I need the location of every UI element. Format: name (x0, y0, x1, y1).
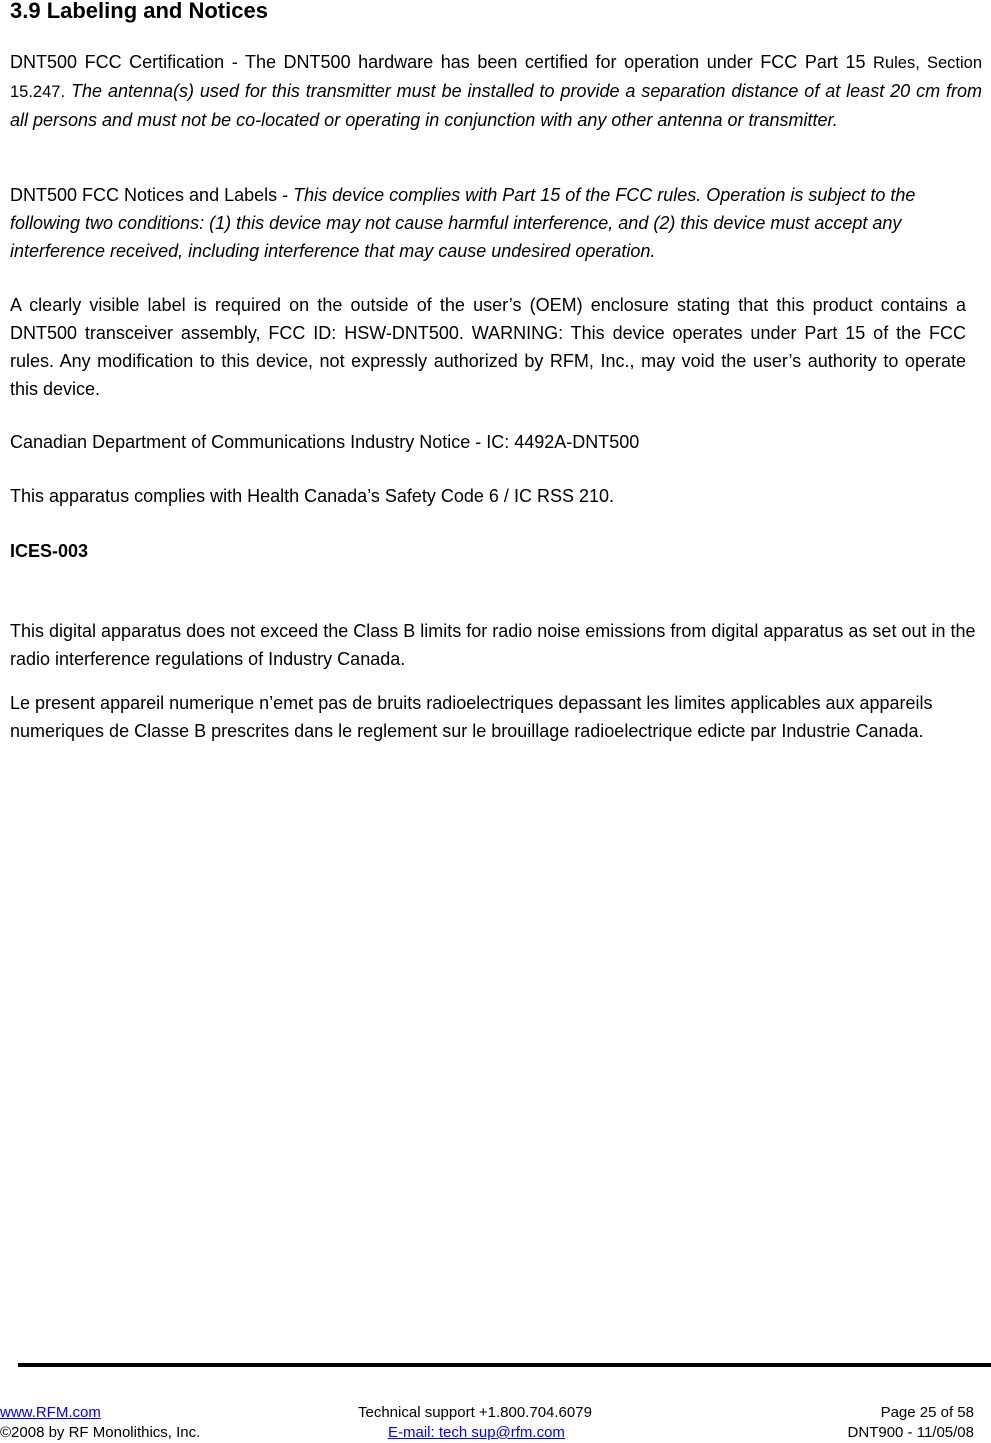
certification-lead: DNT500 FCC Certification - The DNT500 hardware has been certified for operation under FCC Part 15 (10, 52, 866, 72)
document-id: DNT900 - 11/05/08 (847, 1424, 974, 1441)
certification-antenna-warning: The antenna(s) used for this transmitter must be installed to provide a separation distance of at least 20 cm from all persons and must not be co-located or operating in conjunction with any other antenna or transmitter. (10, 81, 982, 130)
digital-apparatus-paragraph: This digital apparatus does not exceed the Class B limits for radio noise emissions from digital apparatus as set out in the radio interference regulations of Industry Canada. (10, 621, 976, 669)
ices-heading: ICES-003 (10, 541, 89, 561)
certification-section-ref: Rules, Section 15.247. (10, 54, 982, 101)
notices-compliance-statement: This device complies with Part 15 of the FCC rules. Operation is subject to the following two conditions: (1) this device may not cause harmful interference, and (2) this device must accept any interference received, including interference that may cause undesired operation. (10, 185, 916, 261)
label-requirement-paragraph: A clearly visible label is required on the outside of the user’s (OEM) enclosure stating that this product contains a DNT500 transceiver assembly, FCC ID: HSW-DNT500. WARNING: This device operates under Part 15 of the FCC rules. Any modification to this device, not expressly authorized by RFM, Inc., may void the user’s authority to operate this device. (10, 295, 966, 399)
website-link[interactable]: www.RFM.com (0, 1404, 101, 1421)
tech-support-text: Technical support +1.800.704.6079 (358, 1404, 592, 1421)
email-link[interactable]: E-mail: tech sup@rfm.com (388, 1424, 565, 1441)
notices-lead: DNT500 FCC Notices and Labels - (10, 185, 289, 205)
canadian-notice-paragraph: Canadian Department of Communications Industry Notice - IC: 4492A-DNT500 (10, 432, 640, 452)
fcc-certification-paragraph (10, 48, 982, 134)
footer-divider (18, 1363, 991, 1367)
copyright-text: ©2008 by RF Monolithics, Inc. (0, 1424, 201, 1441)
section-heading: 3.9 Labeling and Notices (10, 0, 268, 23)
page-number: Page 25 of 58 (880, 1404, 974, 1421)
health-canada-paragraph: This apparatus complies with Health Canada’s Safety Code 6 / IC RSS 210. (10, 486, 614, 506)
fcc-notices-paragraph (10, 181, 985, 265)
french-notice-paragraph: Le present appareil numerique n’emet pas de bruits radioelectriques depassant les limites applicables aux appareils numeriques de Classe B prescrites dans le reglement sur le brouillage radioelectrique edicte par Industrie Canada. (10, 693, 933, 741)
